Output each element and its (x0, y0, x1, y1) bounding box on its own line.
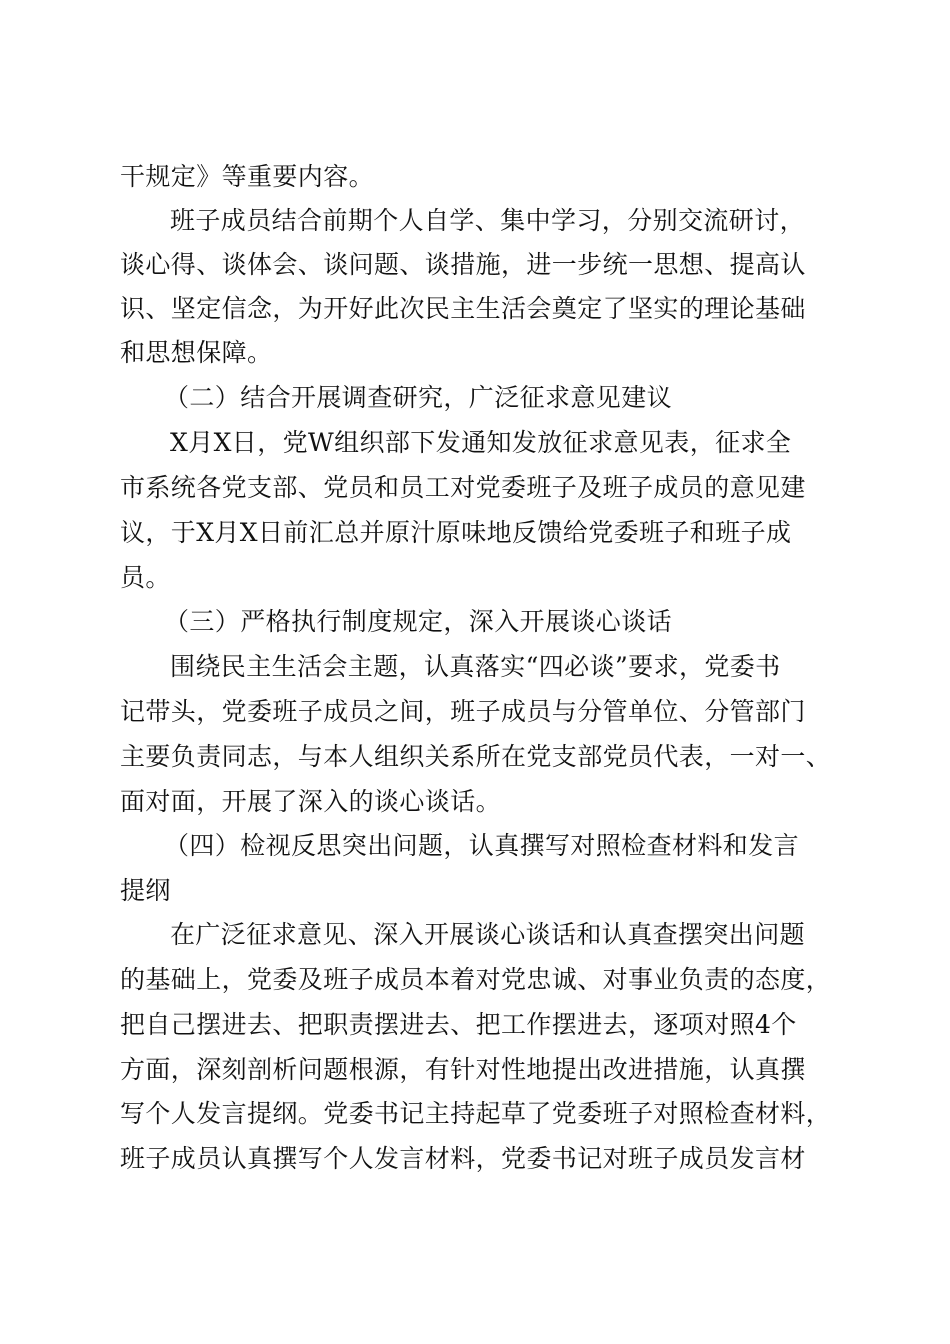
paragraph-start-line: X月X日，党W组织部下发通知发放征求意见表，征求全 (170, 428, 792, 457)
text-line: 方面，深刻剖析问题根源，有针对性地提出改进措施，认真撰 (120, 1055, 806, 1084)
section-heading-4-continued: 提纲 (120, 876, 171, 905)
section-heading-3: （三）严格执行制度规定，深入开展谈心谈话 (164, 607, 673, 636)
text-line: 记带头，党委班子成员之间，班子成员与分管单位、分管部门 (120, 697, 806, 726)
paragraph-start-line: 班子成员结合前期个人自学、集中学习，分别交流研讨， (170, 206, 806, 235)
text-line: 干规定》等重要内容。 (120, 162, 375, 191)
text-line: 把自己摆进去、把职责摆进去、把工作摆进去，逐项对照4个 (120, 1010, 797, 1039)
section-heading-2: （二）结合开展调查研究，广泛征求意见建议 (164, 383, 673, 412)
text-line: 班子成员认真撰写个人发言材料，党委书记对班子成员发言材 (120, 1144, 806, 1173)
text-line: 和思想保障。 (120, 338, 273, 367)
text-line: 议，于X月X日前汇总并原汁原味地反馈给党委班子和班子成 (120, 518, 792, 547)
text-line: 员。 (120, 563, 171, 592)
text-line: 主要负责同志，与本人组织关系所在党支部党员代表，一对一、 (120, 742, 832, 771)
text-line: 市系统各党支部、党员和员工对党委班子及班子成员的意见建 (120, 473, 806, 502)
section-heading-4: （四）检视反思突出问题，认真撰写对照检查材料和发言 (164, 831, 800, 860)
paragraph-start-line: 围绕民主生活会主题，认真落实“四必谈”要求，党委书 (170, 652, 781, 681)
text-line: 的基础上，党委及班子成员本着对党忠诚、对事业负责的态度， (120, 965, 832, 994)
text-line: 面对面，开展了深入的谈心谈话。 (120, 787, 502, 816)
text-line: 写个人发言提纲。党委书记主持起草了党委班子对照检查材料， (120, 1099, 832, 1128)
text-line: 谈心得、谈体会、谈问题、谈措施，进一步统一思想、提高认 (120, 250, 806, 279)
text-line: 识、坚定信念，为开好此次民主生活会奠定了坚实的理论基础 (120, 294, 806, 323)
paragraph-start-line: 在广泛征求意见、深入开展谈心谈话和认真查摆突出问题 (170, 920, 806, 949)
